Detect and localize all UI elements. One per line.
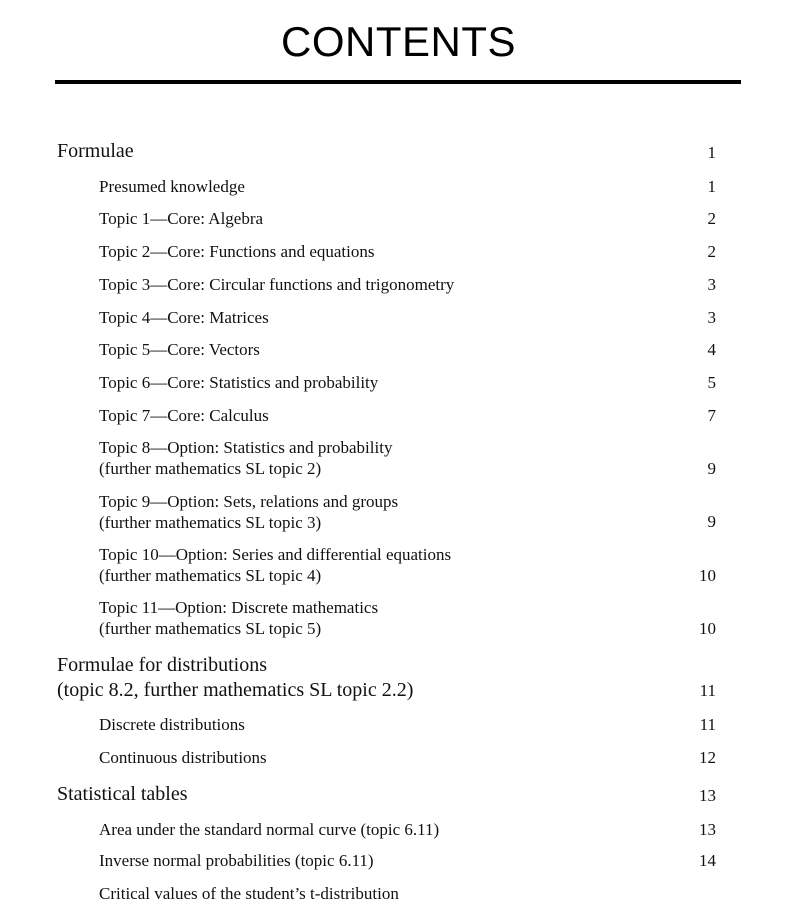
toc-page-number: 2 bbox=[707, 209, 716, 228]
toc-entry-subtext: (further mathematics SL topic 5) bbox=[99, 619, 322, 638]
toc-entry-text: Topic 9—Option: Sets, relations and groups bbox=[99, 492, 399, 511]
toc-page-number: 11 bbox=[699, 681, 716, 700]
toc-entry-text: Continuous distributions bbox=[99, 748, 267, 767]
toc-page-number: 2 bbox=[707, 242, 716, 261]
toc-entry-text: Topic 8—Option: Statistics and probability bbox=[99, 438, 393, 457]
toc-page-number: 10 bbox=[699, 566, 716, 585]
toc-entry-subtext: (further mathematics SL topic 4) bbox=[99, 566, 322, 585]
toc-entry-text: Topic 1—Core: Algebra bbox=[99, 209, 264, 228]
toc-page-number: 3 bbox=[707, 308, 716, 327]
toc-entry-subtext: (further mathematics SL topic 2) bbox=[99, 459, 322, 478]
toc-page-number: 12 bbox=[699, 748, 716, 767]
toc-page-number: 9 bbox=[707, 512, 716, 531]
toc-entry-text: Statistical tables bbox=[57, 783, 188, 805]
toc-entry-text: Topic 7—Core: Calculus bbox=[99, 406, 269, 425]
toc-entry-text: Critical values of the student’s t-distribution bbox=[99, 884, 399, 903]
toc-entry-text: Formulae bbox=[57, 140, 134, 162]
toc-entry-text: Presumed knowledge bbox=[99, 177, 245, 196]
toc-entry-text: Topic 5—Core: Vectors bbox=[99, 340, 260, 359]
toc-page-number: 14 bbox=[699, 851, 716, 870]
toc-page-number: 5 bbox=[707, 373, 716, 392]
toc-entry-text: Topic 11—Option: Discrete mathematics bbox=[99, 598, 379, 617]
toc-page-number: 11 bbox=[699, 715, 716, 734]
page-title: CONTENTS bbox=[281, 18, 516, 65]
toc-entry-text: Topic 6—Core: Statistics and probability bbox=[99, 373, 379, 392]
toc-page-number: 13 bbox=[699, 786, 716, 805]
toc-entry-text: Topic 3—Core: Circular functions and trigonometry bbox=[99, 275, 455, 294]
title-divider bbox=[55, 80, 741, 84]
toc-entry-text: Area under the standard normal curve (topic 6.11) bbox=[99, 820, 440, 839]
toc-page-number: 3 bbox=[707, 275, 716, 294]
toc-page-number: 4 bbox=[707, 340, 716, 359]
toc-page-number: 1 bbox=[707, 177, 716, 196]
toc-entry-text: Inverse normal probabilities (topic 6.11) bbox=[99, 851, 374, 870]
toc-entry-text: Discrete distributions bbox=[99, 715, 245, 734]
toc-page-number: 1 bbox=[707, 143, 716, 162]
toc-page-number: 13 bbox=[699, 820, 716, 839]
toc-page-number: 10 bbox=[699, 619, 716, 638]
toc-entry-subtext: (topic 8.2, further mathematics SL topic 2.2) bbox=[57, 679, 414, 701]
toc-entry-text: Formulae for distributions bbox=[57, 654, 267, 676]
toc-entry-subtext: (further mathematics SL topic 3) bbox=[99, 513, 322, 532]
toc-entry-text: Topic 10—Option: Series and differential equations bbox=[99, 545, 452, 564]
toc-entry-text: Topic 2—Core: Functions and equations bbox=[99, 242, 375, 261]
toc-page-number: 9 bbox=[707, 459, 716, 478]
toc-page-number: 7 bbox=[707, 406, 716, 425]
toc-entry-text: Topic 4—Core: Matrices bbox=[99, 308, 269, 327]
